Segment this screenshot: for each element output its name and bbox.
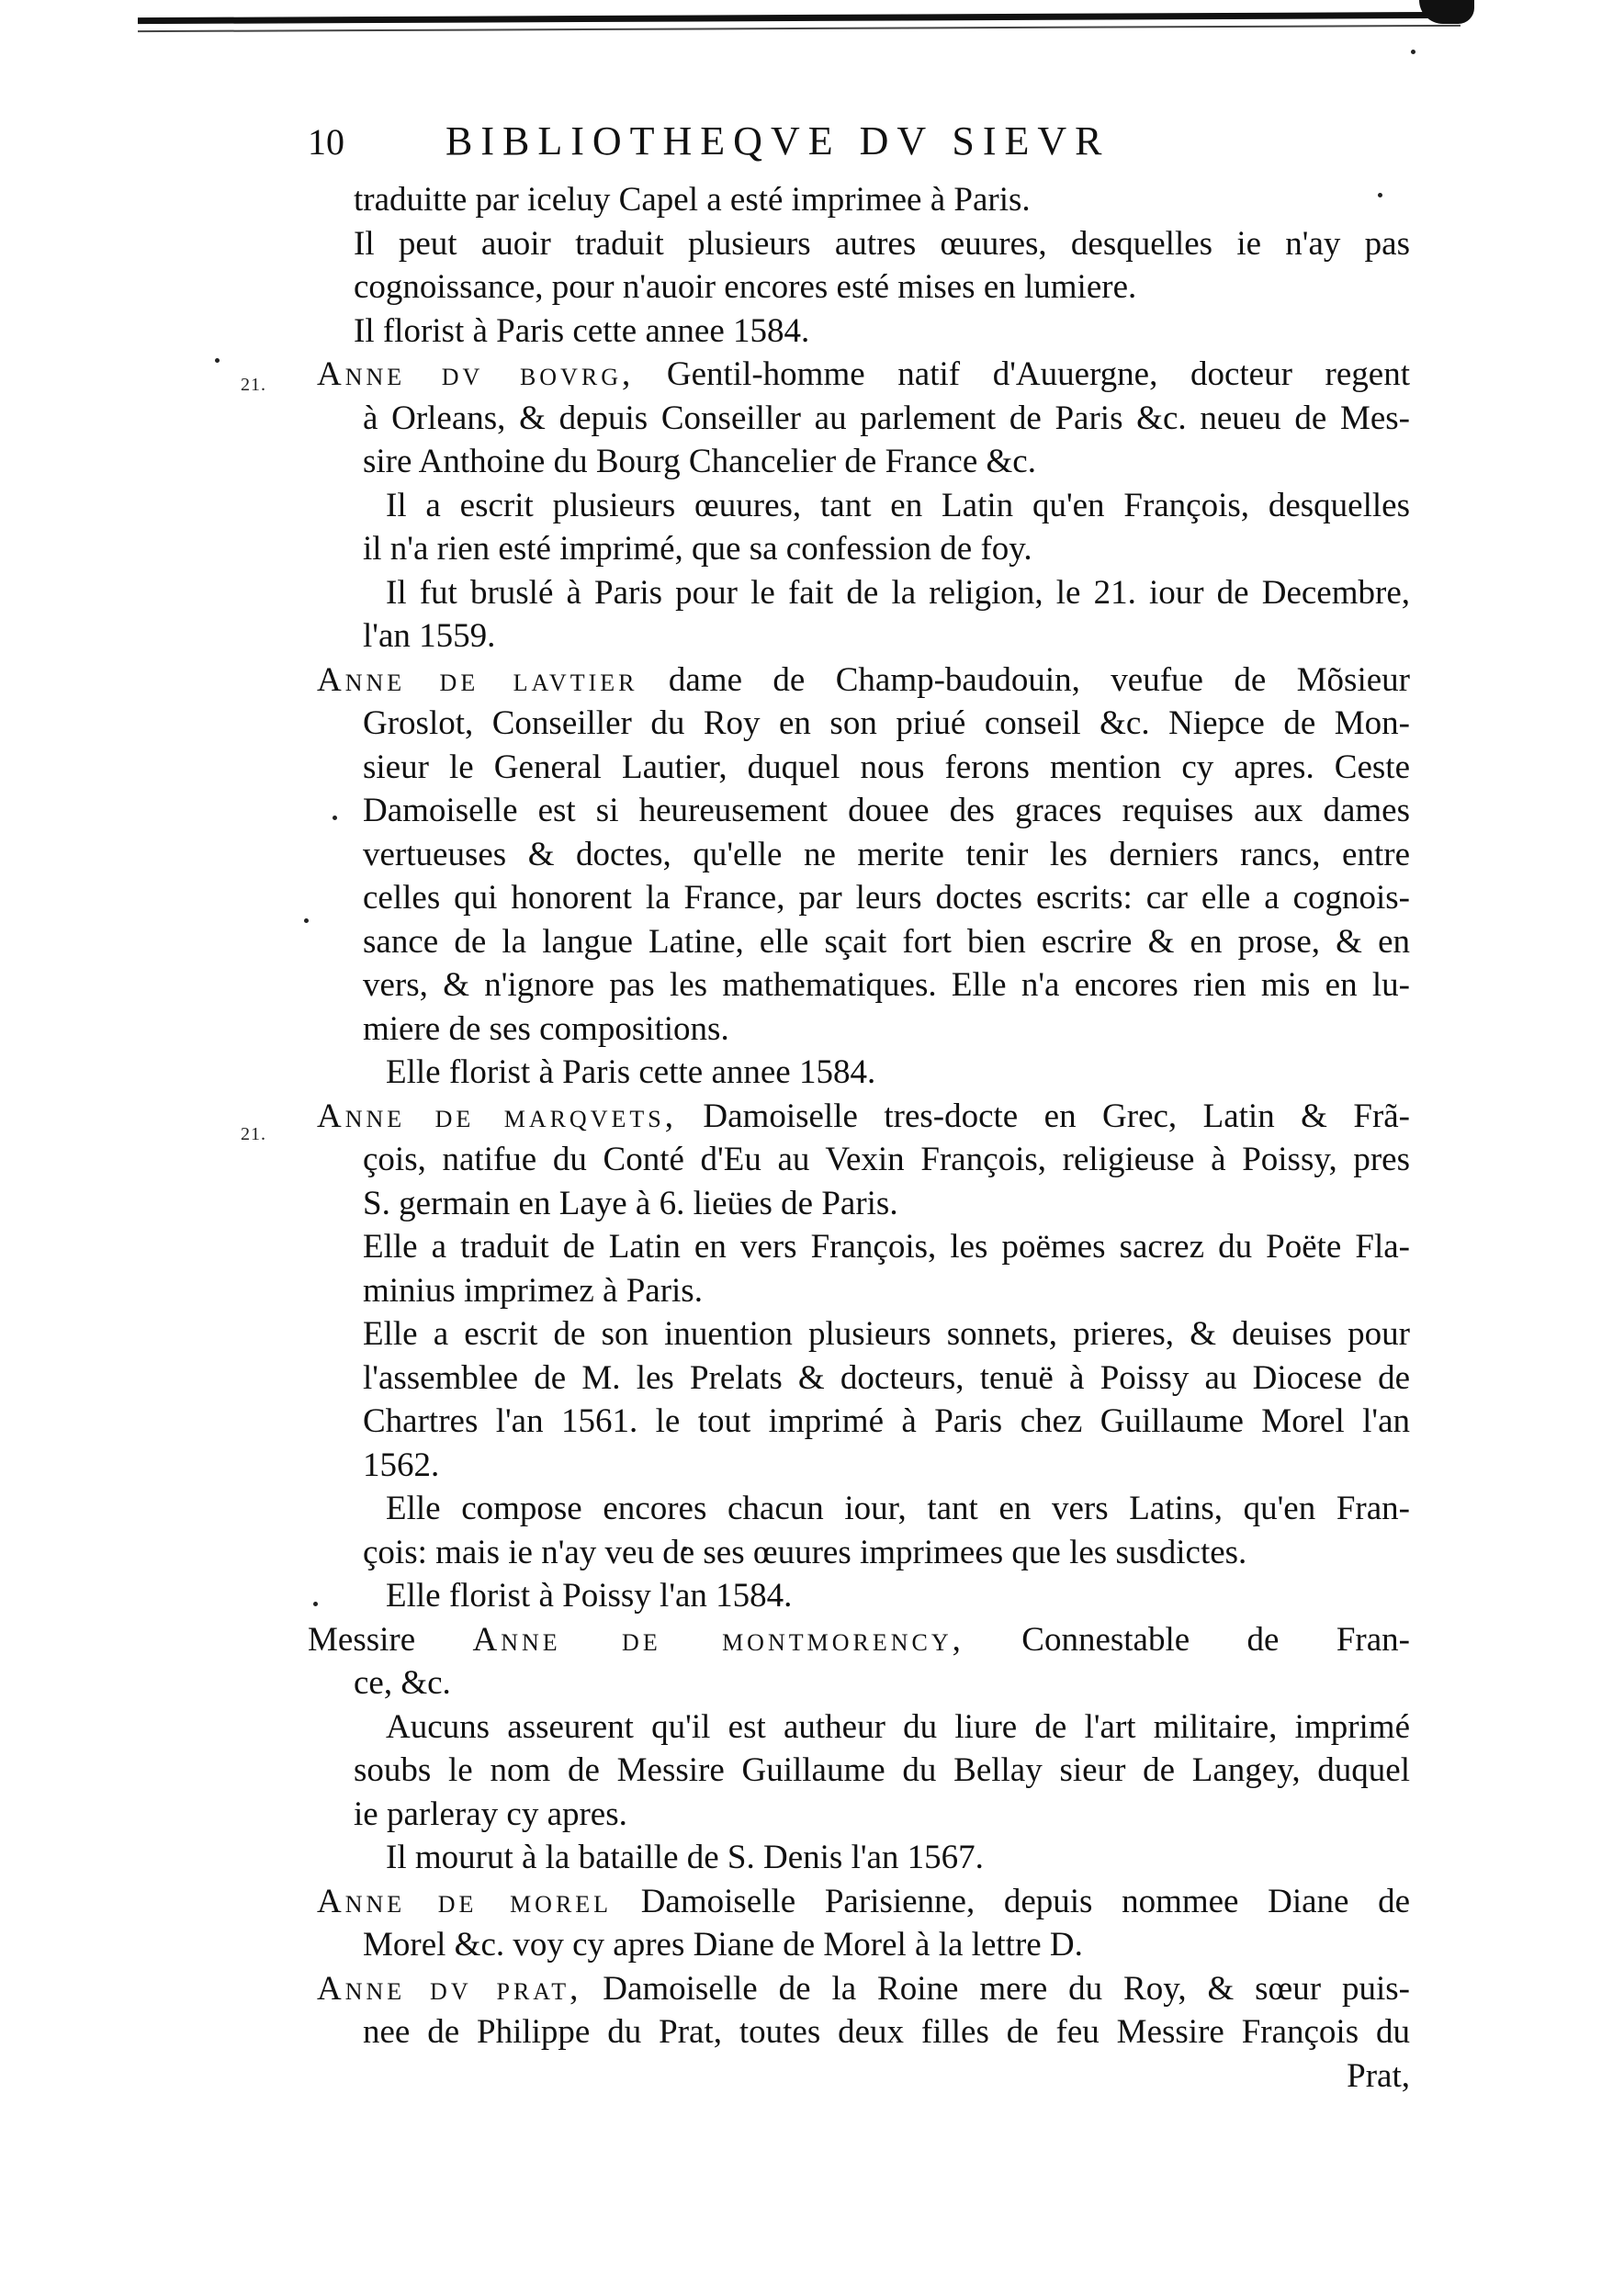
text-line: Il peut auoir traduit plusieurs autres œuures, desquelles ie n'ay pas <box>354 224 1410 263</box>
text-line: Groslot, Conseiller du Roy en son priué conseil &c. Niepce de Mon- <box>363 704 1410 742</box>
entry-heading-line: Anne de morel Damoiselle Parisienne, depuis nommee Diane de <box>317 1882 1410 1920</box>
text-line: à Orleans, & depuis Conseiller au parlement de Paris &c. neueu de Mes- <box>363 399 1410 437</box>
text-line: vertueuses & doctes, qu'elle ne merite tenir les derniers rancs, entre <box>363 835 1410 873</box>
text-line: çois: mais ie n'ay veu de ses œuures imprimees que les susdictes. <box>363 1533 1247 1571</box>
text-line: Elle a escrit de son inuention plusieurs sonnets, prieres, & deuises pour <box>363 1315 1410 1353</box>
text-line: Il a escrit plusieurs œuures, tant en Latin qu'en François, desquelles <box>386 486 1410 524</box>
text-line: Il fut bruslé à Paris pour le fait de la religion, le 21. iour de Decembre, <box>386 573 1410 612</box>
entry-heading-line: Anne de lavtier dame de Champ-baudouin, veufue de Mõsieur <box>317 660 1410 699</box>
text-line: sance de la langue Latine, elle sçait fort bien escrire & en prose, & en <box>363 922 1410 961</box>
text-line: traduitte par iceluy Capel a esté imprimee à Paris. <box>354 181 1031 219</box>
entry-heading-line: Anne dv prat, Damoiselle de la Roine mere du Roy, & sœur puis- <box>317 1969 1410 2008</box>
text-line: Elle a traduit de Latin en vers François, les poëmes sacrez du Poëte Fla- <box>363 1228 1410 1266</box>
margin-number: 21. <box>241 375 266 395</box>
text-line: miere de ses compositions. <box>363 1009 729 1048</box>
text-line: Il mourut à la bataille de S. Denis l'an 1567. <box>386 1839 984 1876</box>
text-line: sieur le General Lautier, duquel nous ferons mention cy apres. Ceste <box>363 748 1410 786</box>
text-line: minius imprimez à Paris. <box>363 1271 703 1310</box>
text-line: Il florist à Paris cette annee 1584. <box>354 311 810 350</box>
text-line: çois, natifue du Conté d'Eu au Vexin François, religieuse à Poissy, pres <box>363 1141 1410 1178</box>
text-line: Damoiselle est si heureusement douee des graces requises aux dames <box>363 792 1410 829</box>
text-line: Morel &c. voy cy apres Diane de Morel à la lettre D. <box>363 1926 1083 1964</box>
top-rule-thin <box>138 25 1460 32</box>
running-head <box>308 119 1410 178</box>
ink-speck <box>215 358 220 363</box>
entry-name: Anne de montmorency, <box>472 1620 964 1659</box>
entry-heading-line: Messire Anne de montmorency, Connestable de Fran- <box>308 1620 1410 1659</box>
text-line: cognoissance, pour n'auoir encores esté mises en lumiere. <box>354 268 1137 306</box>
text-line: sire Anthoine du Bourg Chancelier de France &c. <box>363 443 1036 480</box>
text-line: soubs le nom de Messire Guillaume du Bellay sieur de Langey, duquel <box>354 1751 1410 1789</box>
text-line: Aucuns asseurent qu'il est autheur du liure de l'art militaire, imprimé <box>386 1707 1410 1746</box>
entry-name: Anne de marqvets, <box>317 1097 677 1135</box>
entry-name: Anne de morel <box>317 1882 613 1920</box>
text-line: Elle florist à Paris cette annee 1584. <box>386 1053 876 1091</box>
text-line: Chartres l'an 1561. le tout imprimé à Paris chez Guillaume Morel l'an <box>363 1402 1410 1440</box>
text-line: nee de Philippe du Prat, toutes deux filles de feu Messire François du <box>363 2013 1410 2051</box>
text-line: l'an 1559. <box>363 617 496 655</box>
entry-name: Anne de lavtier <box>317 660 638 699</box>
margin-number: 21. <box>241 1124 266 1144</box>
text-line: vers, & n'ignore pas les mathematiques. Elle n'a encores rien mis en lu- <box>363 966 1410 1004</box>
text-line: l'assemblee de M. les Prelats & docteurs, tenuë à Poissy au Diocese de <box>363 1358 1410 1397</box>
page-number: 10 <box>308 121 344 163</box>
text-line: celles qui honorent la France, par leurs doctes escrits: car elle a cognois- <box>363 879 1410 917</box>
ink-blot <box>1419 0 1474 24</box>
text-line: Elle compose encores chacun iour, tant en vers Latins, qu'en Fran- <box>386 1490 1410 1527</box>
text-line: 1562. <box>363 1446 440 1484</box>
text-line: il n'a rien esté imprimé, que sa confession de foy. <box>363 530 1032 568</box>
page-body <box>308 119 1410 2098</box>
running-title: BIBLIOTHEQVE DV SIEVR <box>445 118 1111 163</box>
text-line: ie parleray cy apres. <box>354 1795 627 1833</box>
text-line: Elle florist à Poissy l'an 1584. <box>386 1577 793 1615</box>
text-block <box>308 178 1410 2098</box>
text-line: S. germain en Laye à 6. lieües de Paris. <box>363 1184 898 1222</box>
ink-speck <box>1411 50 1415 54</box>
text-line: ce, &c. <box>354 1664 451 1702</box>
top-rule <box>138 12 1460 24</box>
entry-name: Anne dv bovrg, <box>317 355 635 393</box>
catchword: Prat, <box>1347 2056 1410 2095</box>
entry-heading-line: Anne dv bovrg, Gentil-homme natif d'Auuergne, docteur regent <box>317 355 1410 393</box>
entry-name: Anne dv prat, <box>317 1969 582 2008</box>
entry-heading-line: Anne de marqvets, Damoiselle tres-docte en Grec, Latin & Frã- <box>317 1097 1411 1135</box>
